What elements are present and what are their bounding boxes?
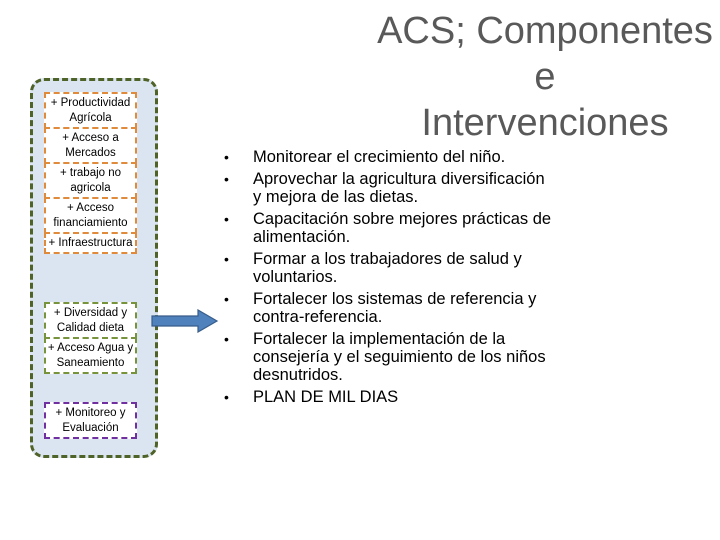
list-item-text: Formar a los trabajadores de salud y voluntarios. <box>253 250 522 286</box>
bullet-dot-icon: • <box>224 291 229 307</box>
list-item-text: Fortalecer los sistemas de referencia y contra-referencia. <box>253 290 537 326</box>
list-item-text: PLAN DE MIL DIAS <box>253 388 399 406</box>
bullet-dot-icon: • <box>224 331 229 347</box>
bullet-dot-icon: • <box>224 171 229 187</box>
bullet-dot-icon: • <box>224 389 229 405</box>
list-item <box>222 250 552 286</box>
list-item-text: Fortalecer la implementación de la consejería y el seguimiento de los niños desnutridos. <box>253 330 546 384</box>
component-trabajo: + trabajo no agricola <box>44 162 137 199</box>
component-mercados: + Acceso a Mercados <box>44 127 137 164</box>
slide-title-line-2: Intervenciones <box>421 102 669 144</box>
component-productividad: + Productividad Agrícola <box>44 92 137 129</box>
list-item <box>222 388 552 406</box>
list-item-text: Capacitación sobre mejores prácticas de alimentación. <box>253 210 552 246</box>
component-infraestructura: + Infraestructura <box>44 232 137 254</box>
list-item <box>222 170 552 206</box>
list-item <box>222 290 552 326</box>
slide-title-line-1: ACS; Componentes e <box>377 10 713 98</box>
orange-component-group <box>44 92 137 254</box>
green-component-group <box>44 302 137 374</box>
interventions-list <box>222 148 552 410</box>
list-item <box>222 210 552 246</box>
list-item <box>222 330 552 384</box>
bullet-dot-icon: • <box>224 211 229 227</box>
right-arrow-icon <box>150 309 220 333</box>
component-agua: + Acceso Agua y Saneamiento <box>44 337 137 374</box>
list-item-text: Monitorear el crecimiento del niño. <box>253 148 506 166</box>
purple-component-group <box>44 402 137 439</box>
component-diversidad: + Diversidad y Calidad dieta <box>44 302 137 339</box>
component-monitoreo: + Monitoreo y Evaluación <box>44 402 137 439</box>
list-item-text: Aprovechar la agricultura diversificación y mejora de las dietas. <box>253 170 545 206</box>
bullet-dot-icon: • <box>224 149 229 165</box>
component-financiamiento: + Acceso financiamiento <box>44 197 137 234</box>
bullet-dot-icon: • <box>224 251 229 267</box>
list-item <box>222 148 552 166</box>
slide-title <box>370 8 720 146</box>
